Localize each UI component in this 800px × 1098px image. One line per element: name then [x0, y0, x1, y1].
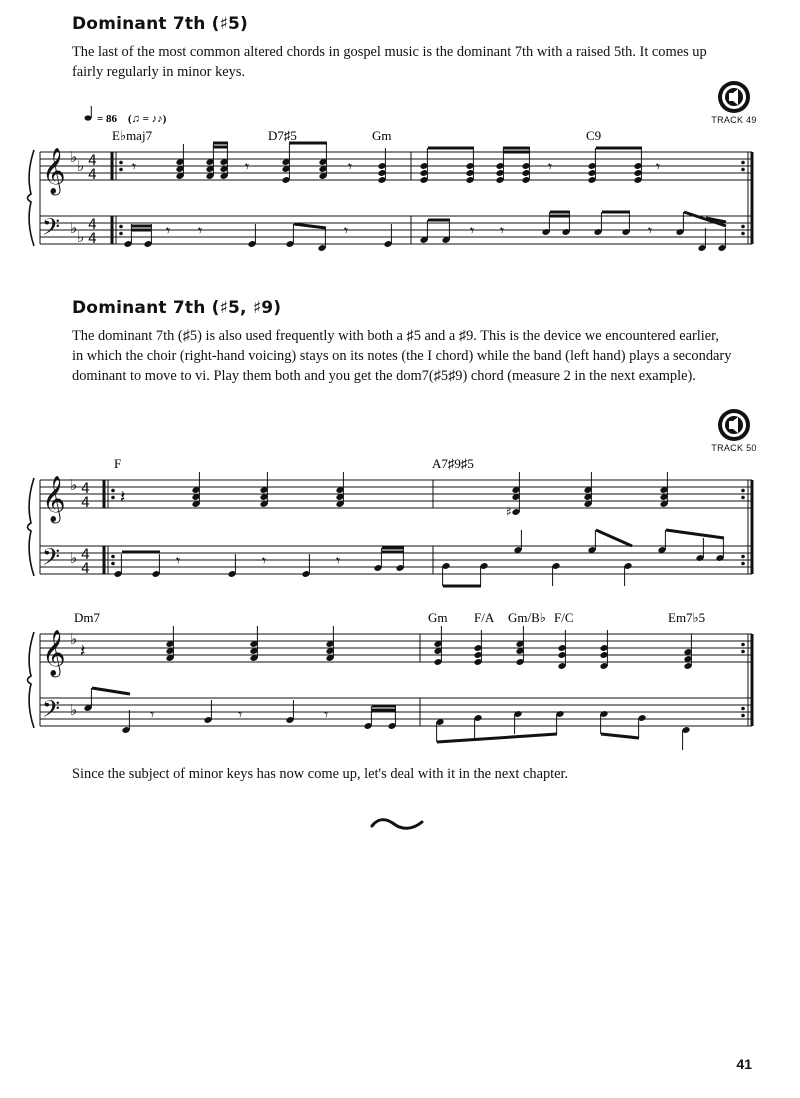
repeat-dot — [741, 562, 745, 566]
track-label: TRACK 49 — [711, 115, 757, 125]
time-signature-denominator: 4 — [88, 167, 97, 183]
repeat-dot — [741, 555, 745, 559]
chord-symbol: F/C — [554, 610, 574, 625]
section-paragraph-2: The dominant 7th (♯5) is also used frequently with both a ♯5 and a ♯9. This is the device we encountered earlier, in which the choir (right-hand voicing) stays on its notes (the I chord) while the band (left hand) plays a secondary dominant to move to vi. Play them both and you get the dom7(♯5♯9) chord (measure 2 in the next example). — [72, 328, 732, 384]
repeat-dot — [741, 489, 745, 493]
repeat-dot — [741, 650, 745, 654]
beam — [596, 530, 632, 546]
rest-symbol: 𝄾 — [132, 157, 137, 176]
key-signature-flat: ♭ — [77, 157, 85, 175]
treble-clef: 𝄞 — [42, 630, 66, 676]
chord-symbol: F/A — [474, 610, 495, 625]
rest-symbol: 𝄾 — [166, 221, 171, 240]
repeat-dot — [111, 555, 115, 559]
rest-symbol: 𝄾 — [348, 157, 353, 176]
repeat-dot — [119, 232, 123, 236]
bass-clef: 𝄢 — [42, 213, 61, 246]
key-signature-flat: ♭ — [70, 476, 78, 494]
time-signature-numerator: 4 — [81, 481, 90, 497]
time-signature-denominator: 4 — [81, 561, 90, 577]
rest-symbol: 𝄾 — [238, 705, 243, 724]
bass-clef: 𝄢 — [42, 543, 61, 576]
chord-symbol: Gm — [428, 610, 448, 625]
time-signature-numerator: 4 — [88, 217, 97, 233]
rest-symbol: 𝄾 — [176, 551, 181, 570]
beam — [92, 688, 130, 694]
repeat-dot — [741, 707, 745, 711]
rest-symbol: 𝄾 — [648, 221, 653, 240]
repeat-dot — [741, 643, 745, 647]
key-signature-flat: ♭ — [70, 701, 78, 719]
rest-symbol: 𝄾 — [344, 221, 349, 240]
time-signature-denominator: 4 — [81, 495, 90, 511]
rest-symbol: 𝄾 — [470, 221, 475, 240]
rest-symbol: 𝄾 — [324, 705, 329, 724]
rest-symbol: 𝄾 — [500, 221, 505, 240]
system-brace — [28, 478, 35, 576]
page-number: 41 — [736, 1056, 752, 1072]
key-signature-flat: ♭ — [77, 228, 85, 246]
repeat-dot — [119, 168, 123, 172]
repeat-dot — [741, 496, 745, 500]
chord-symbol: A7♯9♯5 — [432, 456, 474, 471]
rest-symbol: 𝄾 — [336, 551, 341, 570]
time-signature-numerator: 4 — [88, 153, 97, 169]
track-label: TRACK 50 — [711, 443, 757, 453]
rest-symbol: 𝄾 — [262, 551, 267, 570]
beam — [601, 734, 639, 738]
time-signature-numerator: 4 — [81, 547, 90, 563]
repeat-dot — [111, 489, 115, 493]
closing-paragraph: Since the subject of minor keys has now come up, let's deal with it in the next chapter. — [72, 766, 569, 782]
beam — [666, 530, 724, 538]
repeat-dot — [741, 225, 745, 229]
beam — [684, 212, 726, 226]
time-signature-denominator: 4 — [88, 231, 97, 247]
repeat-dot — [741, 232, 745, 236]
bass-clef: 𝄢 — [42, 695, 61, 728]
rest-symbol: 𝄾 — [198, 221, 203, 240]
rest-symbol: 𝄾 — [548, 157, 553, 176]
section-heading-dominant-7th-sharp5: Dominant 7th (♯5) — [72, 14, 249, 34]
chord-symbol: Gm — [372, 128, 392, 143]
system-brace — [28, 150, 35, 246]
beam — [437, 734, 557, 742]
treble-clef: 𝄞 — [42, 148, 66, 194]
repeat-dot — [119, 225, 123, 229]
key-signature-flat: ♭ — [70, 549, 78, 567]
section-heading-dominant-7th-sharp5-sharp9: Dominant 7th (♯5, ♯9) — [72, 298, 282, 318]
chord-symbol: F — [114, 456, 122, 471]
repeat-dot — [741, 161, 745, 165]
key-signature-flat: ♭ — [70, 148, 78, 166]
rest-symbol: 𝄾 — [150, 705, 155, 724]
repeat-dot — [119, 161, 123, 165]
tempo-value: = 86 — [97, 113, 118, 125]
repeat-dot — [111, 562, 115, 566]
key-signature-flat: ♭ — [70, 630, 78, 648]
chord-symbol: Em7♭5 — [668, 610, 706, 625]
treble-clef: 𝄞 — [42, 476, 66, 522]
beam — [294, 224, 326, 228]
staff-systems — [28, 143, 753, 750]
repeat-dot — [111, 496, 115, 500]
rest-symbol: 𝄽 — [80, 641, 86, 662]
chord-symbol: D7♯5 — [268, 128, 297, 143]
repeat-dot — [741, 714, 745, 718]
key-signature-flat: ♭ — [70, 219, 78, 237]
section-paragraph-1: The last of the most common altered chords in gospel music is the dominant 7th with a raised 5th. It comes up fairly regularly in minor keys. — [72, 44, 707, 80]
swing-indication-symbol: (♫ = ♪♪) — [128, 113, 167, 125]
chord-symbol: C9 — [586, 128, 602, 143]
rest-symbol: 𝄾 — [656, 157, 661, 176]
repeat-dot — [741, 168, 745, 172]
chord-symbol: E♭maj7 — [112, 128, 153, 143]
chord-symbol: Dm7 — [74, 610, 100, 625]
chord-symbol: Gm/B♭ — [508, 610, 546, 625]
system-brace — [28, 632, 35, 728]
rest-symbol: 𝄽 — [120, 487, 126, 508]
tempo-marking — [85, 106, 167, 125]
sharp-accidental: ♯ — [506, 505, 512, 519]
rest-symbol: 𝄾 — [245, 157, 250, 176]
